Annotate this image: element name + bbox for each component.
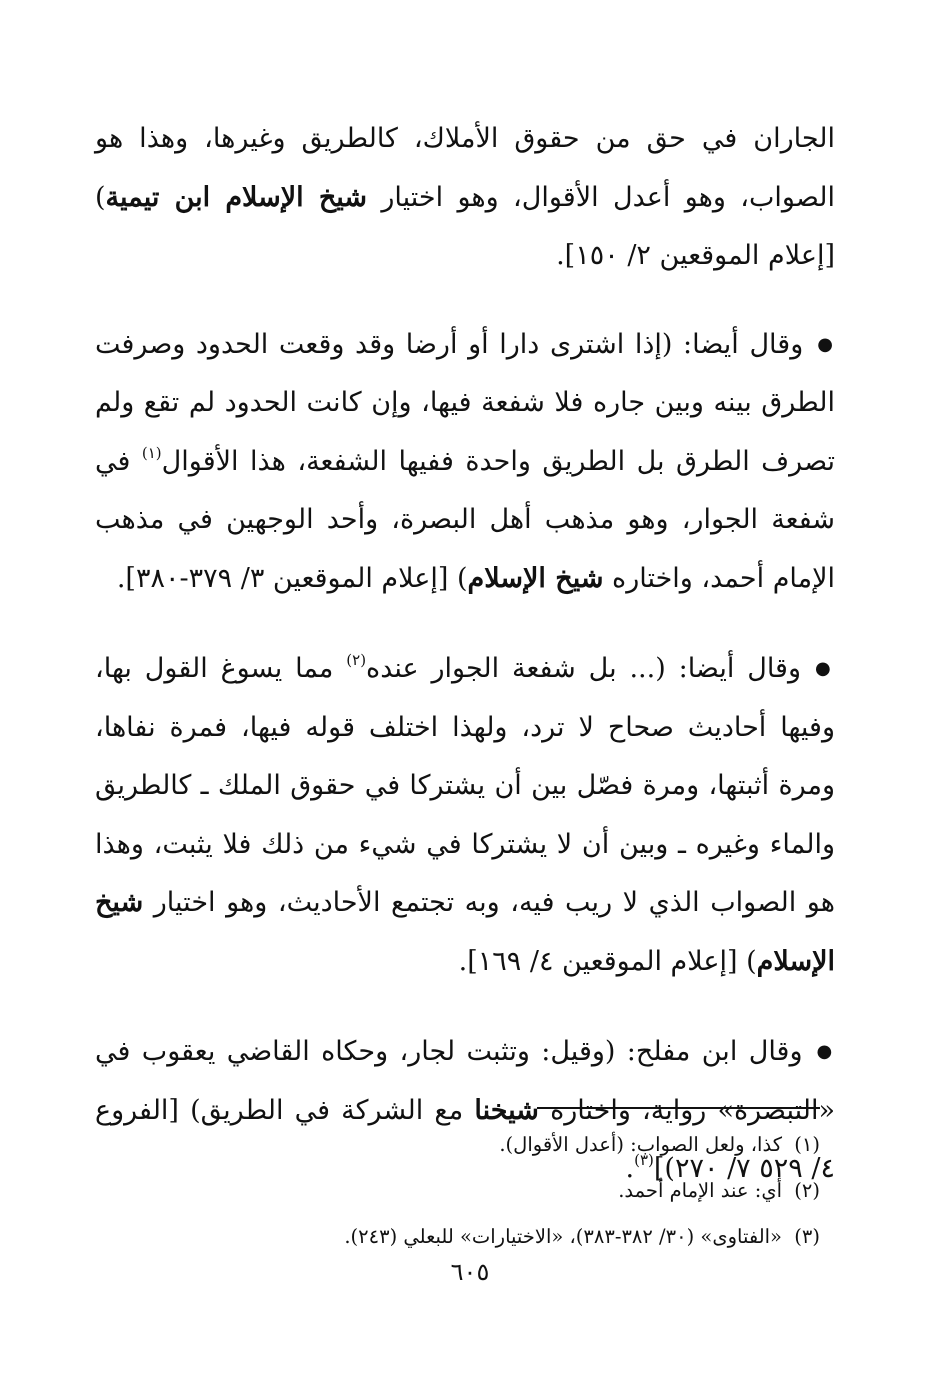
footnote-number: (٣) [794,1225,820,1248]
footnotes [95,1122,820,1260]
page-number: ٦٠٥ [450,1258,490,1286]
bold-name: شيخ الإسلام [467,562,604,594]
footnote-text: أي: عند الإمام أحمد. [618,1179,782,1202]
footnote-number: (٢) [794,1179,820,1202]
footnote-1 [95,1122,820,1168]
bold-name: شيخ الإسلام ابن تيمية [105,181,368,213]
bullet-icon: ● [815,658,836,679]
footnote-ref[interactable]: (٣) [634,1151,654,1169]
paragraph-2 [95,316,835,609]
paragraph-1 [95,110,835,286]
paragraph-3 [95,640,835,991]
footnote-number: (١) [794,1133,820,1156]
bold-name: شيخنا [474,1094,539,1126]
text-segment: ) [إعلام الموقعين ٣/ ٣٧٩-٣٨٠]. [116,562,468,594]
text-segment: الجاران في حق من حقوق الأملاك، كالطريق وغيرها، وهذا هو الصواب، وهو أعدل الأقوال، وهو اختيار [95,123,835,213]
text-segment: ) [إعلام الموقعين ٤/ ١٦٩]. [458,945,757,977]
text-segment: وقال أيضا: (إذا اشترى دارا أو أرضا وقد وقعت الحدود وصرفت الطرق بينه وبين جاره فلا شفعة فيها، وإن كانت الحدود لم تقع ولم تصرف الطرق بل الطريق واحدة ففيها الشفعة، هذا الأقوال [95,328,836,477]
footnote-text: «الفتاوى» (٣٠/ ٣٨٢-٣٨٣)، «الاختيارات» للبعلي (٢٤٣). [344,1225,782,1248]
footnote-text: كذا، ولعل الصواب: (أعدل الأقوال). [499,1133,782,1156]
footnote-ref[interactable]: (١) [141,443,162,462]
text-segment: مع الشركة في الطريق) [الفروع ٤/ ٥٢٩ ٧/ ٢٧٠)] [95,1094,835,1184]
bold-name: شيخ الإسلام [95,887,835,977]
footnote-ref[interactable]: (٢) [346,651,367,669]
footnote-3 [95,1214,820,1260]
bullet-icon: ● [816,1041,835,1062]
text-segment: ) [إعلام الموقعين ٢/ ١٥٠]. [95,181,835,271]
footnote-2 [95,1168,820,1214]
text-segment: مما يسوغ القول بها، وفيها أحاديث صحاح لا ترد، ولهذا اختلف قوله فيها، فمرة نفاها، ومرة أثبتها، ومرة فصّل بين أن يشتركا في حقوق الملك ـ كالطريق والماء وغيره ـ وبين أن لا يشتركا في شيء من ذلك فلا يثبت، وهذا هو الصواب الذي لا ريب فيه، وبه تجتمع الأحاديث، وهو اختيار [95,653,835,918]
text-segment: في شفعة الجوار، وهو مذهب أهل البصرة، وأحد الوجهين في مذهب الإمام أحمد، واختاره [95,445,835,594]
text-segment: وقال أيضا: (... بل شفعة الجوار عنده [366,653,802,684]
bullet-icon: ● [817,333,835,355]
text-segment: . [625,1153,635,1184]
footnote-divider [537,1107,820,1109]
main-text [95,110,835,1231]
text-segment: وقال ابن مفلح: (وقيل: وتثبت لجار، وحكاه القاضي يعقوب في «التبصرة» رواية، واختاره [95,1036,835,1126]
